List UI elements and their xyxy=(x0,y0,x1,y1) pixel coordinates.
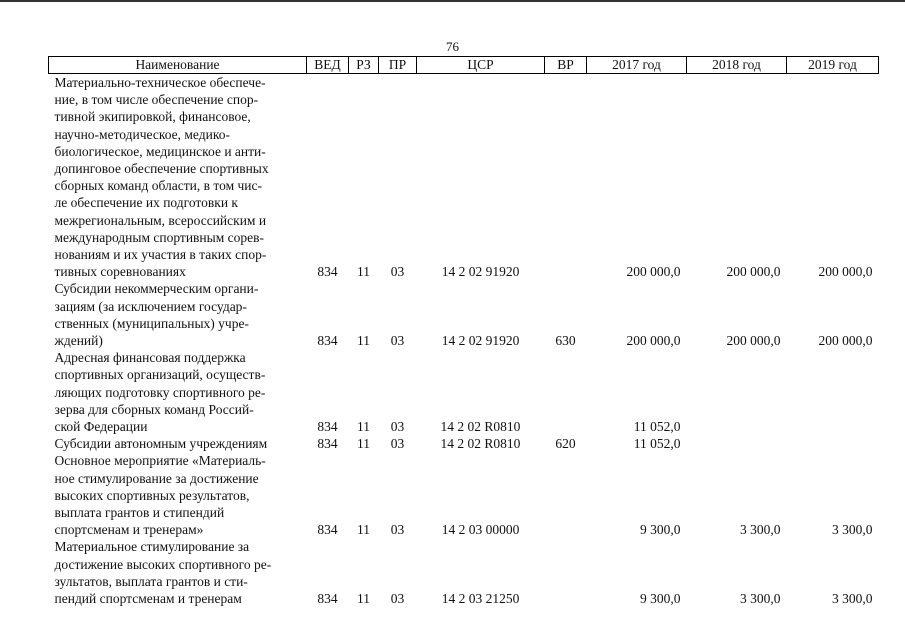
page-number: 76 xyxy=(446,39,459,54)
cell-rz: 11 xyxy=(357,419,370,435)
cell-csr: 14 2 03 21250 xyxy=(441,591,520,607)
row-name-line: достижение высоких спортивного ре- xyxy=(54,556,272,572)
cell-pr: 03 xyxy=(390,591,405,607)
row-name-line: высоких спортивных результатов, xyxy=(54,487,250,503)
cell-vr: 620 xyxy=(555,436,576,452)
row-name xyxy=(49,349,307,435)
cell-2018 xyxy=(687,435,787,452)
row-name-line: ственных (муниципальных) учре- xyxy=(54,315,249,331)
cell-2019: 3 300,0 xyxy=(832,522,873,538)
row-name-line: Основное мероприятие «Материаль- xyxy=(54,453,266,469)
row-name-line: ное стимулирование за достижение xyxy=(54,470,259,486)
cell-vr xyxy=(545,452,587,538)
row-name-line: сборных команд области, в том чис- xyxy=(54,178,262,194)
row-name-line: зультатов, выплата грантов и сти- xyxy=(54,573,248,589)
cell-2017: 11 052,0 xyxy=(633,419,681,435)
cell-2018 xyxy=(687,349,787,435)
row-name-line: пендий спортсменам и тренерам xyxy=(54,591,242,607)
row-name-line: ние, в том числе обеспечение спор- xyxy=(54,92,259,108)
cell-2017: 200 000,0 xyxy=(626,264,681,280)
cell-2018: 200 000,0 xyxy=(726,333,781,349)
row-name-line: Материальное стимулирование за xyxy=(54,539,250,555)
cell-pr: 03 xyxy=(390,333,405,349)
table-row xyxy=(49,452,879,538)
row-name-line: ской Федерации xyxy=(54,419,148,435)
col-header-name: Наименование xyxy=(49,57,307,74)
cell-pr: 03 xyxy=(390,264,405,280)
col-header-2017: 2017 год xyxy=(587,57,687,74)
cell-2018: 3 300,0 xyxy=(740,522,781,538)
cell-2019: 200 000,0 xyxy=(818,333,873,349)
cell-rz: 11 xyxy=(357,264,370,280)
cell-2017: 9 300,0 xyxy=(640,591,681,607)
cell-rz: 11 xyxy=(357,333,370,349)
cell-csr: 14 2 03 00000 xyxy=(441,522,520,538)
row-name xyxy=(49,280,307,349)
cell-ved: 834 xyxy=(317,419,338,435)
table-header-row xyxy=(49,57,879,74)
row-name-line: зациям (за исключением государ- xyxy=(54,298,247,314)
col-header-csr: ЦСР xyxy=(417,57,545,74)
row-name-line: международным спортивным сорев- xyxy=(54,229,264,245)
cell-csr: 14 2 02 91920 xyxy=(441,264,520,280)
cell-csr: 14 2 02 91920 xyxy=(441,333,520,349)
col-header-vr: ВР xyxy=(545,57,587,74)
row-name-line: ле обеспечение их подготовки к xyxy=(54,195,238,211)
row-name-line: выплата грантов и стипендий xyxy=(54,505,225,521)
row-name xyxy=(49,435,307,452)
col-header-pr: ПР xyxy=(379,57,417,74)
table-row xyxy=(49,74,879,281)
table-row xyxy=(49,538,879,607)
row-name-line: спортсменам и тренерам» xyxy=(54,522,204,538)
row-name-line: тивной экипировкой, финансовое, xyxy=(54,109,251,125)
budget-table xyxy=(48,56,879,607)
col-header-rz: РЗ xyxy=(349,57,379,74)
col-header-2018: 2018 год xyxy=(687,57,787,74)
row-name-line: Субсидии автономным учреждениям xyxy=(54,436,268,452)
cell-vr xyxy=(545,349,587,435)
cell-vr: 630 xyxy=(555,333,576,349)
cell-ved: 834 xyxy=(317,264,338,280)
table-row xyxy=(49,435,879,452)
row-name-line: тивных соревнованиях xyxy=(54,264,186,280)
cell-2019: 3 300,0 xyxy=(832,591,873,607)
cell-2018: 200 000,0 xyxy=(726,264,781,280)
row-name-line: Материально-техническое обеспече- xyxy=(54,75,266,90)
row-name-line: зерва для сборных команд Россий- xyxy=(54,401,254,417)
cell-2019 xyxy=(787,435,879,452)
cell-2019: 200 000,0 xyxy=(818,264,873,280)
cell-rz: 11 xyxy=(357,522,370,538)
cell-ved: 834 xyxy=(317,333,338,349)
cell-pr: 03 xyxy=(390,419,405,435)
col-header-ved: ВЕД xyxy=(307,57,349,74)
cell-2018: 3 300,0 xyxy=(740,591,781,607)
cell-csr: 14 2 02 R0810 xyxy=(440,436,521,452)
budget-table-container xyxy=(48,56,878,607)
cell-ved: 834 xyxy=(317,591,338,607)
row-name xyxy=(49,538,307,607)
cell-2017: 9 300,0 xyxy=(640,522,681,538)
row-name xyxy=(49,74,307,281)
cell-ved: 834 xyxy=(317,436,338,452)
cell-vr xyxy=(545,538,587,607)
row-name xyxy=(49,452,307,538)
cell-pr: 03 xyxy=(390,436,405,452)
cell-vr xyxy=(545,74,587,281)
cell-2019 xyxy=(787,349,879,435)
row-name-line: межрегиональным, всероссийским и xyxy=(54,212,267,228)
row-name-line: нованиям и их участия в таких спор- xyxy=(54,247,267,263)
cell-rz: 11 xyxy=(357,591,370,607)
cell-2017: 11 052,0 xyxy=(633,436,681,452)
row-name-line: научно-методическое, медико- xyxy=(54,126,230,142)
row-name-line: допинговое обеспечение спортивных xyxy=(54,161,269,177)
row-name-line: Адресная финансовая поддержка xyxy=(54,350,246,366)
cell-csr: 14 2 02 R0810 xyxy=(440,419,521,435)
col-header-2019: 2019 год xyxy=(787,57,879,74)
row-name-line: спортивных организаций, осуществ- xyxy=(54,367,266,383)
row-name-line: Субсидии некоммерческим органи- xyxy=(54,281,259,297)
cell-ved: 834 xyxy=(317,522,338,538)
cell-2017: 200 000,0 xyxy=(626,333,681,349)
row-name-line: ляющих подготовку спортивного ре- xyxy=(54,384,266,400)
cell-pr: 03 xyxy=(390,522,405,538)
table-row xyxy=(49,349,879,435)
row-name-line: ждений) xyxy=(54,333,103,349)
top-border-line xyxy=(0,0,905,2)
row-name-line: биологическое, медицинское и анти- xyxy=(54,143,266,159)
table-row xyxy=(49,280,879,349)
cell-rz: 11 xyxy=(357,436,370,452)
